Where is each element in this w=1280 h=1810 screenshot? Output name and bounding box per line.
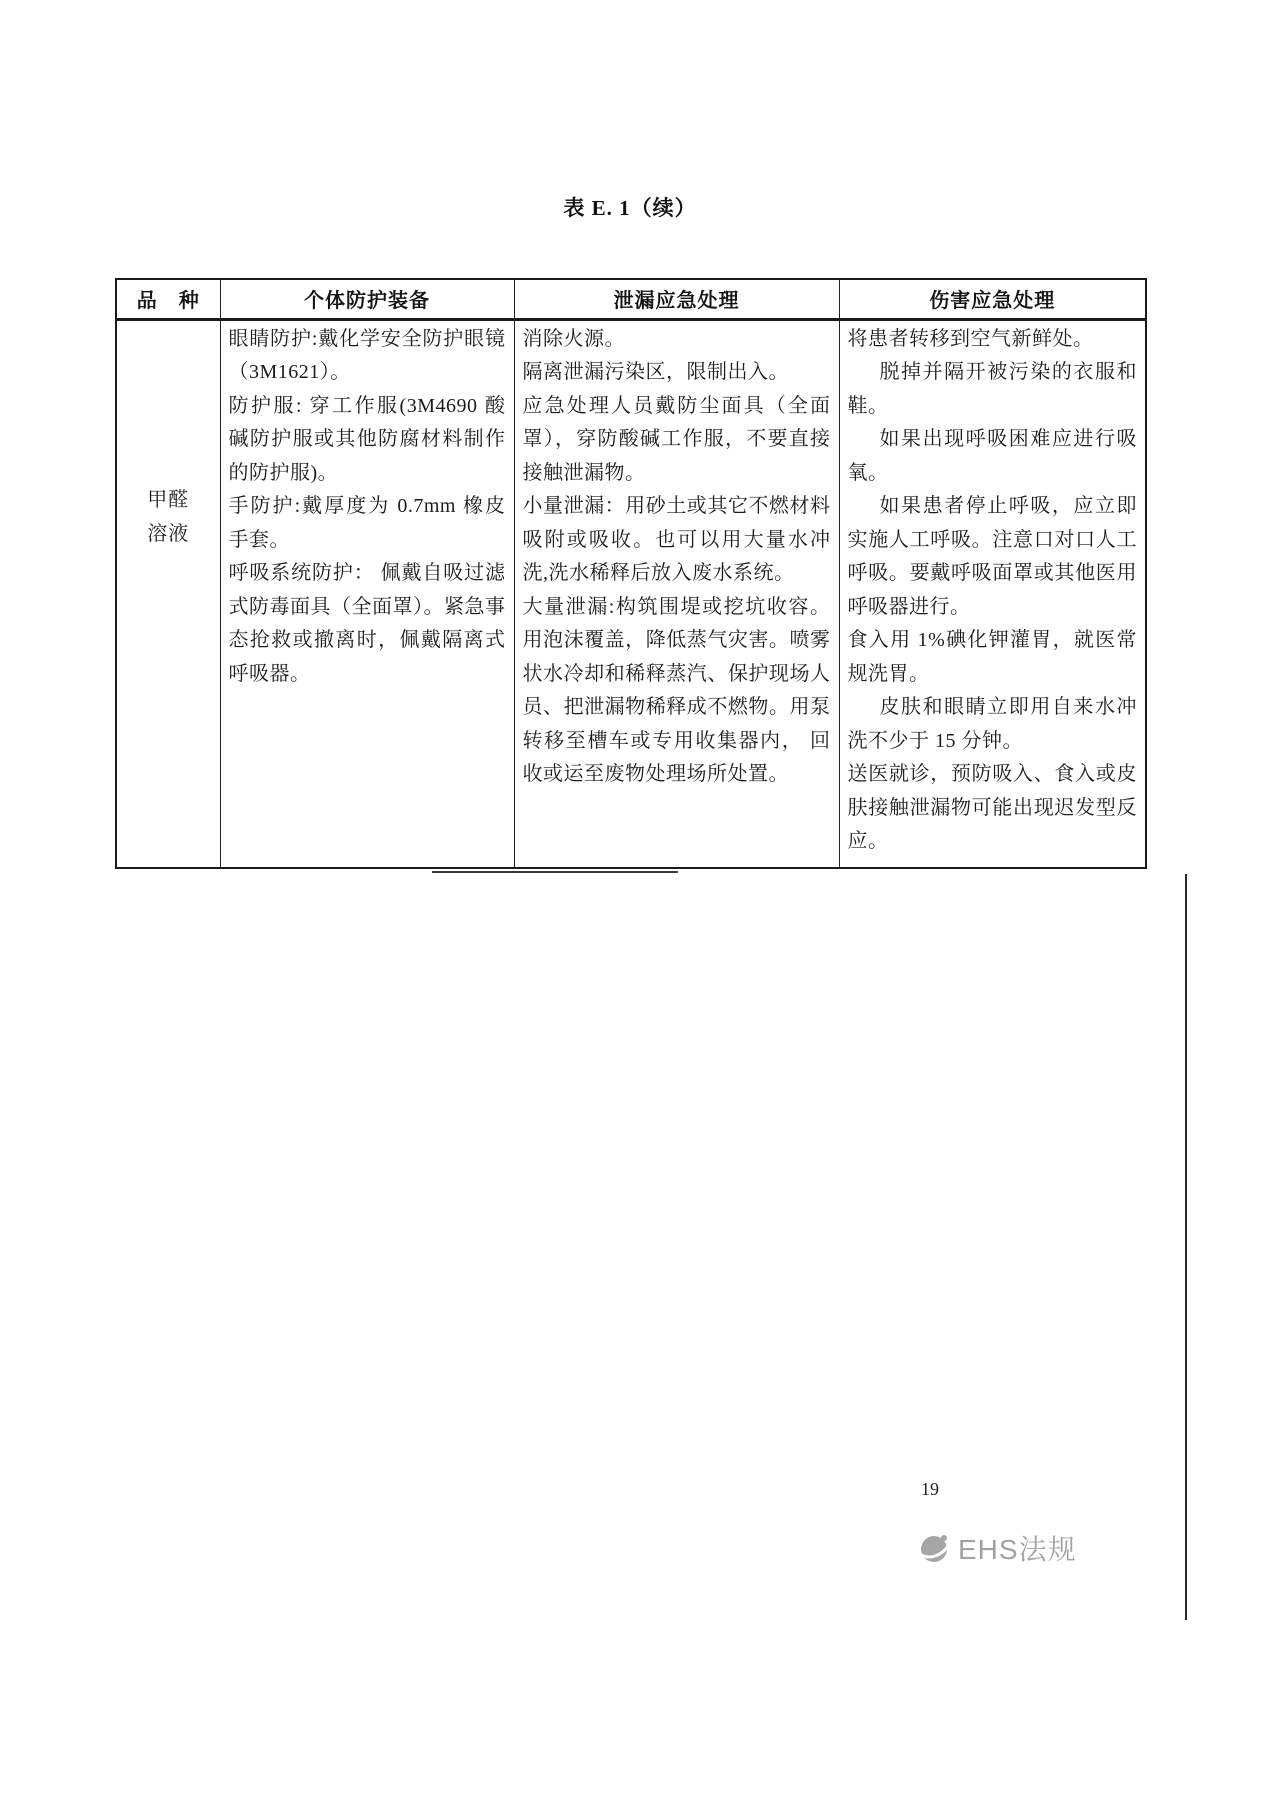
cell-paragraph: 送医就诊，预防吸入、食入或皮肤接触泄漏物可能出现迟发型反应。 <box>847 763 1137 852</box>
end-of-section-rule <box>432 871 678 873</box>
header-ppe: 个体防护装备 <box>220 279 514 319</box>
cell-paragraph: 应急处理人员戴防尘面具（全面罩），穿防酸碱工作服，不要直接接触泄漏物。 <box>522 394 831 484</box>
page-number: 19 <box>921 1479 939 1499</box>
species-label: 甲醛溶液 <box>147 488 190 545</box>
header-injury-response: 伤害应急处理 <box>839 279 1146 319</box>
cell-injury-response <box>839 319 1146 868</box>
cell-paragraph: 如果患者停止呼吸，应立即实施人工呼吸。注意口对口人工呼吸。要戴呼吸面罩或其他医用呼吸器进行。 <box>847 495 1137 618</box>
cell-paragraph: 眼睛防护:戴化学安全防护眼镜（3M1621）。 <box>228 327 506 383</box>
header-leak-response: 泄漏应急处理 <box>514 279 839 319</box>
hazard-table <box>115 278 1147 869</box>
cell-paragraph: 消除火源。 <box>522 327 625 350</box>
cell-paragraph: 皮肤和眼睛立即用自来水冲洗不少于 15 分钟。 <box>847 696 1137 752</box>
cell-paragraph: 隔离泄漏污染区，限制出入。 <box>522 361 789 383</box>
watermark-label: EHS法规 <box>958 1534 1077 1565</box>
cell-paragraph: 将患者转移到空气新鲜处。 <box>847 327 1094 350</box>
header-species: 品 种 <box>116 279 220 319</box>
cell-paragraph: 食入用 1%碘化钾灌胃，就医常规洗胃。 <box>847 629 1137 685</box>
cell-paragraph: 脱掉并隔开被污染的衣服和鞋。 <box>847 361 1137 417</box>
cell-paragraph: 手防护:戴厚度为 0.7mm 橡皮手套。 <box>228 495 506 551</box>
cell-paragraph: 呼吸系统防护： 佩戴自吸过滤式防毒面具（全面罩）。紧急事态抢救或撤离时，佩戴隔离式呼吸器。 <box>228 562 506 685</box>
table-title: 表 E. 1（续） <box>563 196 697 220</box>
table-header-row <box>116 279 1146 319</box>
table-row <box>116 319 1146 868</box>
cell-species <box>116 319 220 868</box>
cell-paragraph: 如果出现呼吸困难应进行吸氧。 <box>847 428 1137 484</box>
cell-paragraph: 防护服: 穿工作服(3M4690 酸碱防护服或其他防腐材料制作的防护服)。 <box>228 394 506 484</box>
cell-paragraph: 大量泄漏:构筑围堤或挖坑收容。用泡沫覆盖，降低蒸气灾害。喷雾状水冷却和稀释蒸汽、保护现场人员、把泄漏物稀释成不燃物。用泵转移至槽车或专用收集器内， 回收或运至废物处理场所处置。 <box>522 595 831 785</box>
cell-leak-response <box>514 319 839 868</box>
right-margin-line <box>1185 874 1187 1620</box>
globe-icon <box>916 1530 952 1566</box>
cell-ppe <box>220 319 514 868</box>
cell-paragraph: 小量泄漏：用砂土或其它不燃材料吸附或吸收。也可以用大量水冲洗,洗水稀释后放入废水系统。 <box>522 495 831 584</box>
watermark <box>916 1528 1077 1568</box>
